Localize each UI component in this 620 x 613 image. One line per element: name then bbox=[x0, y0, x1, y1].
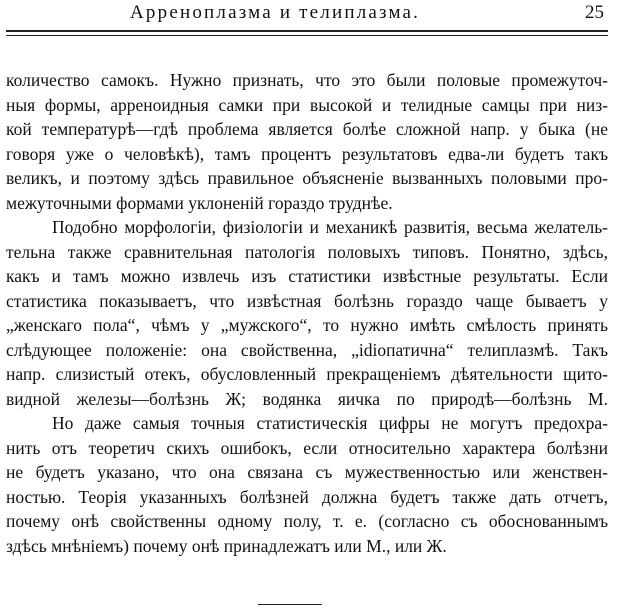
text-line: ностью. Теорія указанныхъ болѣзней должна будетъ также дать отчетъ, bbox=[6, 486, 608, 507]
text-line: напр. слизистый отекъ, обусловленный прекращеніемъ дѣятельности щито- bbox=[6, 364, 608, 384]
text-line: ныя формы, арреноидныя самки при высокой и телидные самцы при низ- bbox=[6, 94, 608, 115]
text-line: Подобно морфологіи, физіологіи и механикѣ развитія, весьма желатель- bbox=[52, 217, 608, 237]
text-line: тельна также сравнительная патологія половыхъ типовъ. Понятно, здѣсь, bbox=[6, 241, 608, 262]
running-title: Арреноплазма и телиплазма. bbox=[130, 2, 421, 23]
text-line: кой температурѣ—гдѣ проблема является болѣе сложной напр. у быка (не bbox=[6, 119, 608, 139]
paragraph-1 bbox=[6, 68, 608, 215]
text-line: великъ, и поэтому здѣсь правильное объясненіе вызванныхъ половыми про- bbox=[6, 168, 608, 188]
header-rule-thick bbox=[6, 30, 608, 32]
text-line: Но даже самыя точныя статистическія цифры не могутъ предохра- bbox=[52, 413, 608, 433]
text-line: слѣдующее положеніе: она свойственна, „idіопатична“ телиплазмѣ. Такъ bbox=[6, 339, 608, 360]
end-rule bbox=[258, 604, 322, 605]
text-line: не будетъ указано, что она связана съ мужественностью или женствен- bbox=[6, 462, 608, 482]
text-line: межуточными формами уклоненій гораздо труднѣе. bbox=[6, 192, 393, 213]
paragraph-2 bbox=[6, 215, 608, 411]
text-line: „женскаго пола“, чѣмъ у „мужского“, то нужно имѣть смѣлость принять bbox=[6, 315, 608, 335]
page-number: 25 bbox=[585, 2, 604, 23]
text-line: нить отъ теоретич скихъ ошибокъ, если относительно характера болѣзни bbox=[6, 437, 608, 458]
text-line: видной железы—болѣзнь Ж; водянка яичка по природѣ—болѣзнь М. bbox=[6, 388, 608, 409]
body-text bbox=[6, 68, 608, 558]
text-line: здѣсь мнѣніемъ) почему онѣ принадлежатъ или М., или Ж. bbox=[6, 535, 447, 556]
text-line: какъ и тамъ можно извлечь изъ статистики извѣстные результаты. Если bbox=[6, 266, 608, 286]
text-line: статистика показываетъ, что извѣстная болѣзнь гораздо чаще бываетъ у bbox=[6, 290, 608, 311]
header-rule-thin bbox=[6, 35, 608, 36]
paragraph-3 bbox=[6, 411, 608, 558]
page-header bbox=[18, 2, 604, 28]
text-line: количество самокъ. Нужно признать, что это были половые промежуточ- bbox=[6, 70, 608, 90]
text-line: говоря уже о человѣкѣ), тамъ процентъ результатовъ едва-ли будетъ такъ bbox=[6, 143, 608, 164]
text-line: почему онѣ свойственны одному полу, т. е. (согласно съ обоснованнымъ bbox=[6, 511, 608, 531]
